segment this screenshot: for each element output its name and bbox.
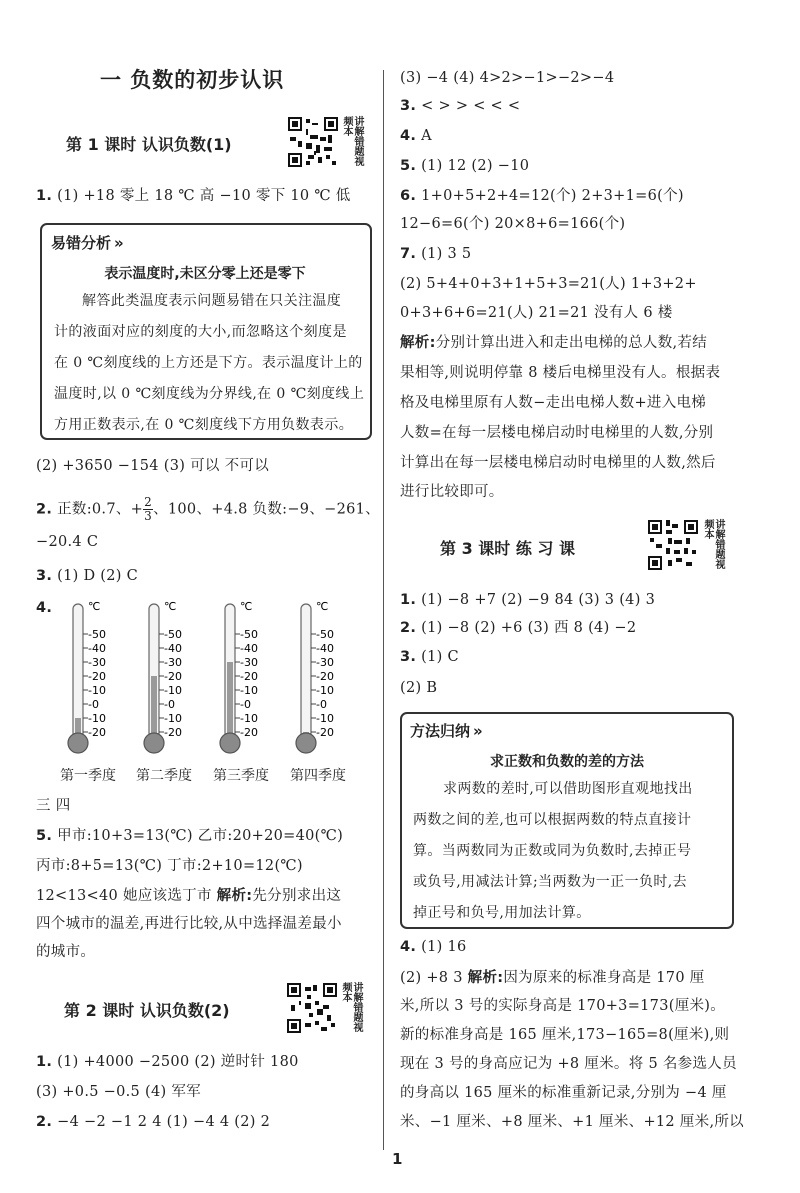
qr-caption: 讲解错题视频本 [702,519,724,569]
thermometer-bulb [220,733,240,753]
thermometer-liquid [227,662,233,741]
q4-answer: 三 四 [36,798,71,814]
tick-label: -50 [316,628,334,641]
thermometer-bulb [144,733,164,753]
thermometer [220,600,258,753]
qnum: 5. [36,828,53,844]
tick-label: -10 [240,712,258,725]
lesson1-title: 第 1 课时 认识负数(1) [66,135,232,154]
chevron-right-icon: » [473,722,483,740]
season-label: 第一季度 [60,768,116,784]
qr-code-icon[interactable] [648,520,698,570]
tick-label: -20 [164,726,182,739]
qnum: 2. [36,1114,53,1130]
thermometer-unit: ℃ [240,600,253,613]
tick-label: -20 [164,670,182,683]
tick-label: -20 [316,670,334,683]
r-line [400,186,684,206]
thermometer-tube [301,604,311,738]
chapter-title: 一 负数的初步认识 [100,68,285,92]
answer-text: 正数:0.7、+ [57,501,144,518]
answer-text: 甲市:10+3=13(℃) 乙市:20+20=40(℃) [57,828,344,844]
tick-label: -40 [240,642,258,655]
answer-text: A [421,128,432,144]
tick-label: -10 [164,684,182,697]
thermometer-unit: ℃ [164,600,177,613]
qnum: 2. [400,620,417,636]
season-label: 第三季度 [213,768,269,784]
tick-label: -30 [316,656,334,669]
qnum: 4. [400,939,417,955]
l2-line: (3) +0.5 −0.5 (4) 军军 [36,1084,201,1100]
fraction-numerator: 2 [144,495,153,509]
q5-line [36,886,341,906]
r-line: 人数=在每一层楼电梯启动时电梯里的人数,分别 [400,425,714,441]
fraction-denominator: 3 [144,509,153,523]
qnum: 4. [400,128,417,144]
qnum: 1. [400,592,417,608]
qnum: 1. [36,188,53,204]
q4-num [36,598,52,618]
tick-label: -40 [164,642,182,655]
q5-line: 四个城市的温差,再进行比较,从中选择温差最小 [36,916,342,932]
q5-line: 丙市:8+5=13(℃) 丁市:2+10=12(℃) [36,858,303,874]
tick-label: -30 [240,656,258,669]
qnum: 3. [400,98,417,114]
q2-line [36,496,380,523]
l3-line: (2) B [400,680,438,696]
tick-label: -10 [240,684,258,697]
tick-label: -50 [240,628,258,641]
box-line: 方用正数表示,在 0 ℃刻度线下方用负数表示。 [54,417,354,433]
r-line: 12−6=6(个) 20×8+6=166(个) [400,216,626,232]
thermometer [296,600,334,753]
r-line [400,333,707,353]
thermometer [144,600,182,753]
r-line [400,126,432,146]
answer-text: (1) −8 +7 (2) −9 84 (3) 3 (4) 3 [421,592,656,608]
l3-line [400,937,467,957]
answer-text: (1) D (2) C [57,568,139,584]
box-label-text: 易错分析 [51,234,112,252]
r-line: 计算出在每一层楼电梯启动时电梯里的人数,然后 [400,455,716,471]
jiexi-label: 解析: [216,888,253,904]
season-label: 第二季度 [136,768,192,784]
box-line: 掉正号和负号,用加法计算。 [413,905,591,921]
l3-line [400,618,636,638]
r-line: 果相等,则说明停靠 8 楼后电梯里没有人。根据表 [400,365,721,381]
thermometer-unit: ℃ [316,600,329,613]
qnum: 3. [36,568,53,584]
lesson3-title: 第 3 课时 练 习 课 [440,539,575,558]
qnum: 7. [400,246,417,262]
r-line: (3) −4 (4) 4>2>−1>−2>−4 [400,70,615,86]
answer-text: 12<13<40 她应该选丁市 [36,888,217,904]
box-line: 或负号,用减法计算;当两数为一正一负时,去 [413,874,688,890]
box-heading: 表示温度时,未区分零上还是零下 [104,266,306,282]
qr-code-icon[interactable] [288,117,338,167]
answer-text: (1) 12 (2) −10 [421,158,530,174]
answer-text: (1) −8 (2) +6 (3) 西 8 (4) −2 [421,620,637,636]
l2-line [36,1112,270,1132]
fraction [143,496,153,523]
box-heading: 求正数和负数的差的方法 [490,754,644,770]
column-divider [383,70,384,1150]
l3-line [400,590,655,610]
l3-line: 米,所以 3 号的实际身高是 170+3=173(厘米)。 [400,998,726,1014]
lesson2-title: 第 2 课时 认识负数(2) [64,1001,230,1020]
q1b-line: (2) +3650 −154 (3) 可以 不可以 [36,458,269,474]
tick-label: -0 [88,698,99,711]
tick-label: -40 [88,642,106,655]
thermometers [60,596,370,756]
tick-label: -20 [88,726,106,739]
l3-line [400,647,459,667]
answer-text: 1+0+5+2+4=12(个) 2+3+1=6(个) [421,188,684,204]
tick-label: -50 [164,628,182,641]
answer-text: (1) 16 [421,939,467,955]
tick-label: -10 [88,684,106,697]
thermometer-bulb [296,733,316,753]
tick-label: -10 [316,684,334,697]
box-line: 在 0 ℃刻度线的上方还是下方。表示温度计上的 [54,355,363,371]
tick-label: -0 [316,698,327,711]
thermometer-liquid [151,676,157,741]
l3-line: 现在 3 号的身高应记为 +8 厘米。将 5 名参选人员 [400,1056,737,1072]
tick-label: -10 [88,712,106,725]
l3-line: 新的标准身高是 165 厘米,173−165=8(厘米),则 [400,1027,730,1043]
box-label-text: 方法归纳 [410,722,471,740]
box-label [410,720,483,741]
box-label [51,232,124,253]
thermometer-bulb [68,733,88,753]
qr-caption: 讲解错题视频本 [341,116,363,166]
r-line [400,156,529,176]
answer-text: 分别计算出进入和走出电梯的总人数,若结 [435,335,708,351]
qnum: 4. [36,600,53,616]
thermometer [68,600,106,753]
box-line: 计的液面对应的刻度的大小,而忽略这个刻度是 [54,324,347,340]
l3-line: 的身高以 165 厘米的标准重新记录,分别为 −4 厘 [400,1085,727,1101]
box-line: 求两数的差时,可以借助图形直观地找出 [443,781,693,797]
tick-label: -30 [88,656,106,669]
answer-text: −4 −2 −1 2 4 (1) −4 4 (2) 2 [57,1114,271,1130]
answer-text: (2) +8 3 [400,970,468,986]
box-line: 两数之间的差,也可以根据两数的特点直接计 [413,812,692,828]
box-line: 算。当两数同为正数或同为负数时,去掉正号 [413,843,692,859]
answer-text: (1) +4000 −2500 (2) 逆时针 180 [57,1054,299,1070]
qr-caption: 讲解错题视频本 [340,982,362,1032]
tick-label: -50 [88,628,106,641]
box-line: 解答此类温度表示问题易错在只关注温度 [82,293,342,309]
q5-line [36,826,343,846]
tick-label: -20 [240,726,258,739]
tick-label: -0 [164,698,175,711]
r-line: 进行比较即可。 [400,484,504,500]
answer-text: (1) 3 5 [421,246,472,262]
tick-label: -20 [88,670,106,683]
answer-text: < > > < < < [421,98,521,114]
r-line [400,96,520,116]
tick-label: -0 [240,698,251,711]
l2-line [36,1052,299,1072]
r-line: 格及电梯里原有人数−走出电梯人数+进入电梯 [400,395,707,411]
box-line: 温度时,以 0 ℃刻度线为分界线,在 0 ℃刻度线上 [54,386,365,402]
qnum: 6. [400,188,417,204]
q3-line [36,566,138,586]
tick-label: -10 [316,712,334,725]
tick-label: -40 [316,642,334,655]
qnum: 1. [36,1054,53,1070]
qnum: 3. [400,649,417,665]
answer-text: (1) C [421,649,459,665]
tick-label: -20 [316,726,334,739]
qr-code-icon[interactable] [287,983,337,1033]
q5-line: 的城市。 [36,944,96,960]
qnum: 2. [36,501,53,518]
season-label: 第四季度 [290,768,346,784]
r-line [400,244,471,264]
l3-line [400,968,705,988]
answer-text: 因为原来的标准身高是 170 厘 [503,970,705,986]
thermometer-tube [73,604,83,738]
r-line: (2) 5+4+0+3+1+5+3=21(人) 1+3+2+ [400,276,697,292]
answer-text: 、100、+4.8 负数:−9、−261、 [153,501,380,518]
tick-label: -10 [164,712,182,725]
qnum: 5. [400,158,417,174]
r-line: 0+3+6+6=21(人) 21=21 没有人 6 楼 [400,305,673,321]
jiexi-label: 解析: [467,970,504,986]
tick-label: -30 [164,656,182,669]
answer-text: 先分别求出这 [252,888,342,904]
thermometer-unit: ℃ [88,600,101,613]
page-number: 1 [392,1150,403,1168]
tick-label: -20 [240,670,258,683]
q2c-line: −20.4 C [36,534,99,550]
l3-line: 米、−1 厘米、+8 厘米、+1 厘米、+12 厘米,所以 [400,1114,744,1130]
q1-line [36,186,351,206]
chevron-right-icon: » [114,234,124,252]
jiexi-label: 解析: [400,335,436,351]
answer-text: (1) +18 零上 18 ℃ 高 −10 零下 10 ℃ 低 [57,188,351,204]
